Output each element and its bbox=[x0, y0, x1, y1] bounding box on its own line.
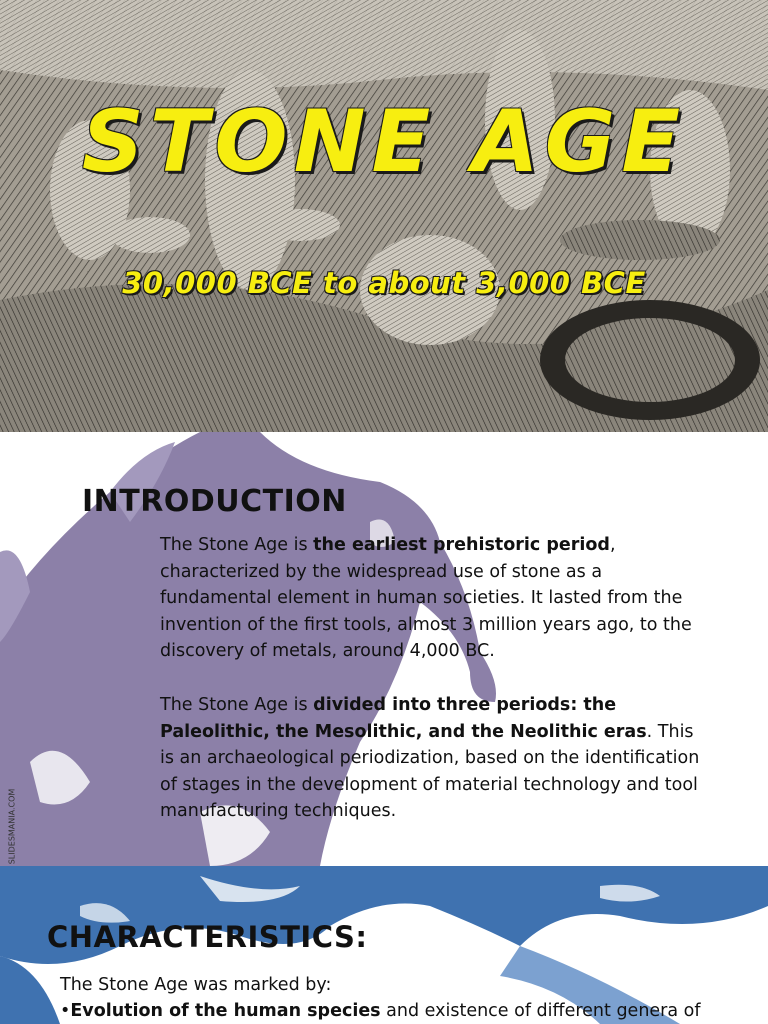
slidesmania-credit: SLIDESMANIA.COM bbox=[7, 788, 17, 865]
introduction-slide bbox=[0, 432, 768, 866]
introduction-paragraph-1 bbox=[160, 532, 700, 665]
intro-p1-text-start: The Stone Age is bbox=[160, 535, 314, 555]
slide-title: STONE AGE bbox=[81, 92, 687, 192]
introduction-heading: INTRODUCTION bbox=[82, 484, 347, 519]
intro-p1-text-end: , characterized by the widespread use of stone as a fundamental element in human societies. It lasted from the invention of the first tools, almost 3 million years ago, to the discovery of metals, around 4,000 BC. bbox=[160, 535, 692, 661]
introduction-paragraph-2 bbox=[160, 692, 700, 825]
bullet-1-bold-phrase: Evolution of the human species bbox=[70, 1001, 381, 1021]
stone-age-engraving-illustration bbox=[0, 0, 768, 432]
slide-subtitle-date-range: 30,000 BCE to about 3,000 BCE bbox=[122, 266, 646, 300]
intro-p2-bold-phrase: divided into three periods: the Paleolithic, the Mesolithic, and the Neolithic eras bbox=[160, 695, 647, 742]
characteristics-bullet-1 bbox=[60, 998, 768, 1024]
intro-p2-text-start: The Stone Age is bbox=[160, 695, 314, 715]
characteristics-heading: CHARACTERISTICS: bbox=[47, 920, 368, 954]
title-slide bbox=[0, 0, 768, 432]
bullet-glyph: • bbox=[60, 1001, 71, 1021]
bullet-1-text: and existence of different genera of bbox=[380, 1001, 701, 1021]
characteristics-intro-line: The Stone Age was marked by: bbox=[60, 975, 332, 995]
intro-p2-text-end: . This is an archaeological periodization, based on the identification of stages in the development of material technology and tool manufacturing techniques. bbox=[160, 721, 700, 821]
characteristics-slide bbox=[0, 866, 768, 1024]
intro-p1-bold-phrase: the earliest prehistoric period bbox=[313, 535, 610, 555]
